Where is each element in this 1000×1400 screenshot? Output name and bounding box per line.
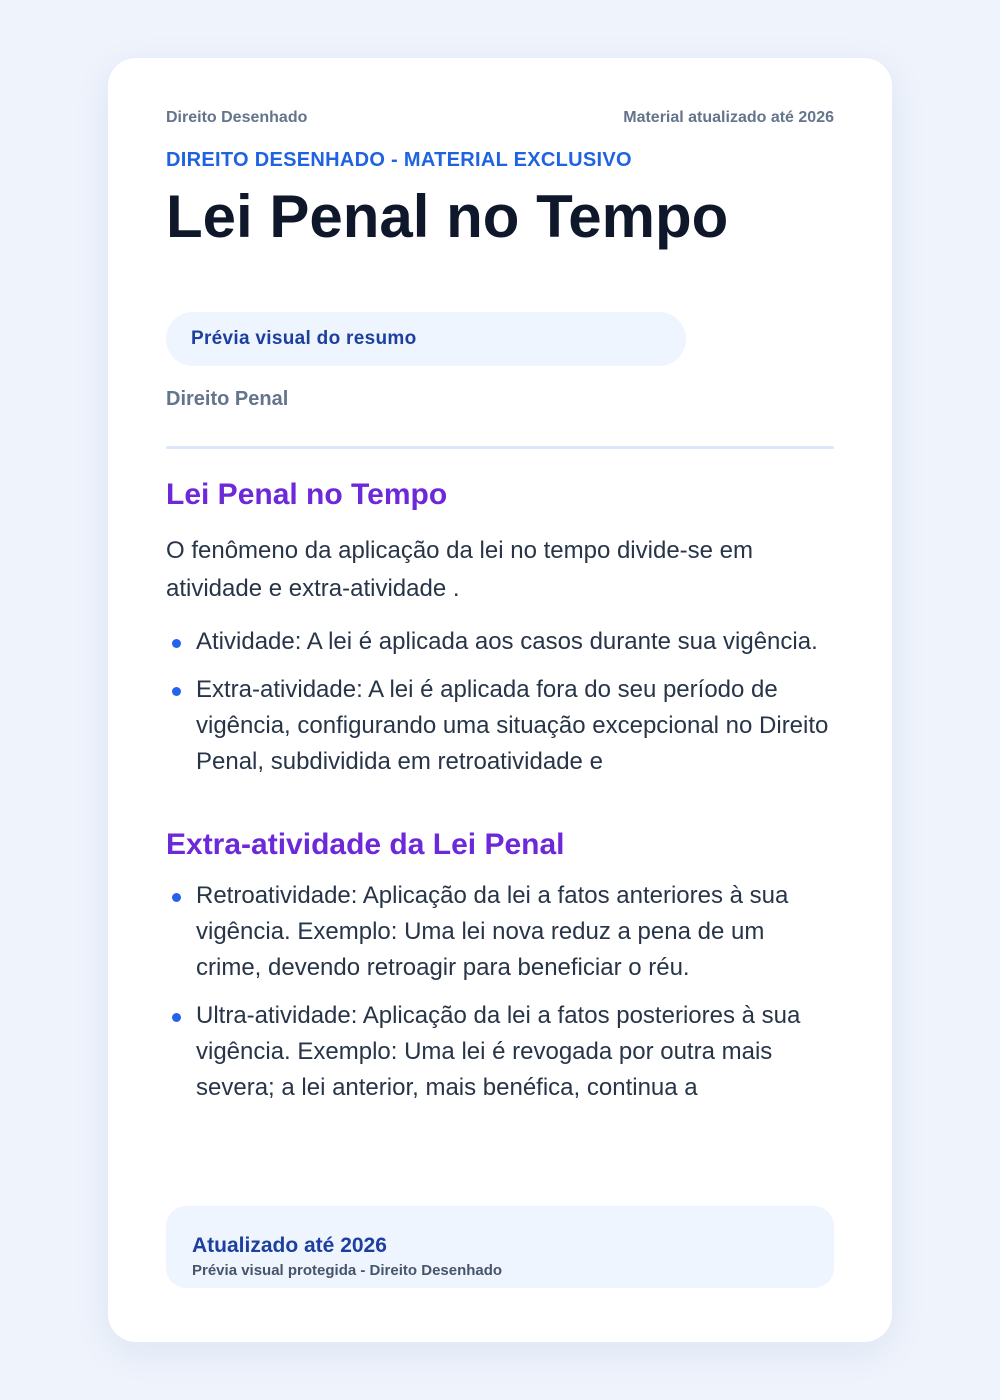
brand-label: Direito Desenhado [166, 109, 308, 126]
list-item [166, 624, 834, 660]
eyebrow-label: DIREITO DESENHADO - MATERIAL EXCLUSIVO [166, 149, 632, 171]
list-item [166, 672, 834, 780]
section-extra-atividade [166, 822, 834, 1108]
bullet-dot-icon [172, 893, 181, 902]
updated-label: Material atualizado até 2026 [623, 109, 834, 126]
list-item-text: Extra-atividade: A lei é aplicada fora do seu período de vigência, configurando uma situação excepcional no Direito Penal, subdividida em retroatividade e [196, 676, 829, 775]
bullet-dot-icon [172, 1013, 181, 1022]
footer-title: Atualizado até 2026 [192, 1234, 387, 1257]
content-area [166, 472, 834, 1108]
page-title: Lei Penal no Tempo [166, 183, 729, 250]
bullet-list [166, 624, 834, 780]
list-item-text: Retroatividade: Aplicação da lei a fatos anteriores à sua vigência. Exemplo: Uma lei nova reduz a pena de um crime, devendo retroagir para beneficiar o réu. [196, 882, 789, 981]
list-item-text: Ultra-atividade: Aplicação da lei a fatos posteriores à sua vigência. Exemplo: Uma lei é revogada por outra mais severa; a lei anterior, mais benéfica, continua a [196, 1002, 801, 1101]
divider [166, 446, 834, 449]
bullet-list [166, 878, 834, 1106]
section-lei-penal-no-tempo [166, 472, 834, 814]
subject-label: Direito Penal [166, 388, 289, 410]
section-heading: Extra-atividade da Lei Penal [166, 828, 565, 861]
preview-pill [166, 312, 686, 366]
footer-subtitle: Prévia visual protegida - Direito Desenhado [192, 1262, 503, 1279]
list-item [166, 878, 834, 986]
list-item [166, 998, 834, 1106]
footer-box [166, 1206, 834, 1288]
preview-pill-label: Prévia visual do resumo [191, 328, 417, 349]
summary-card [108, 58, 892, 1342]
list-item-text: Atividade: A lei é aplicada aos casos durante sua vigência. [196, 628, 818, 655]
bullet-dot-icon [172, 687, 181, 696]
section-paragraph: O fenômeno da aplicação da lei no tempo divide-se em atividade e extra-atividade . [166, 537, 754, 602]
section-heading: Lei Penal no Tempo [166, 478, 448, 511]
bullet-dot-icon [172, 639, 181, 648]
